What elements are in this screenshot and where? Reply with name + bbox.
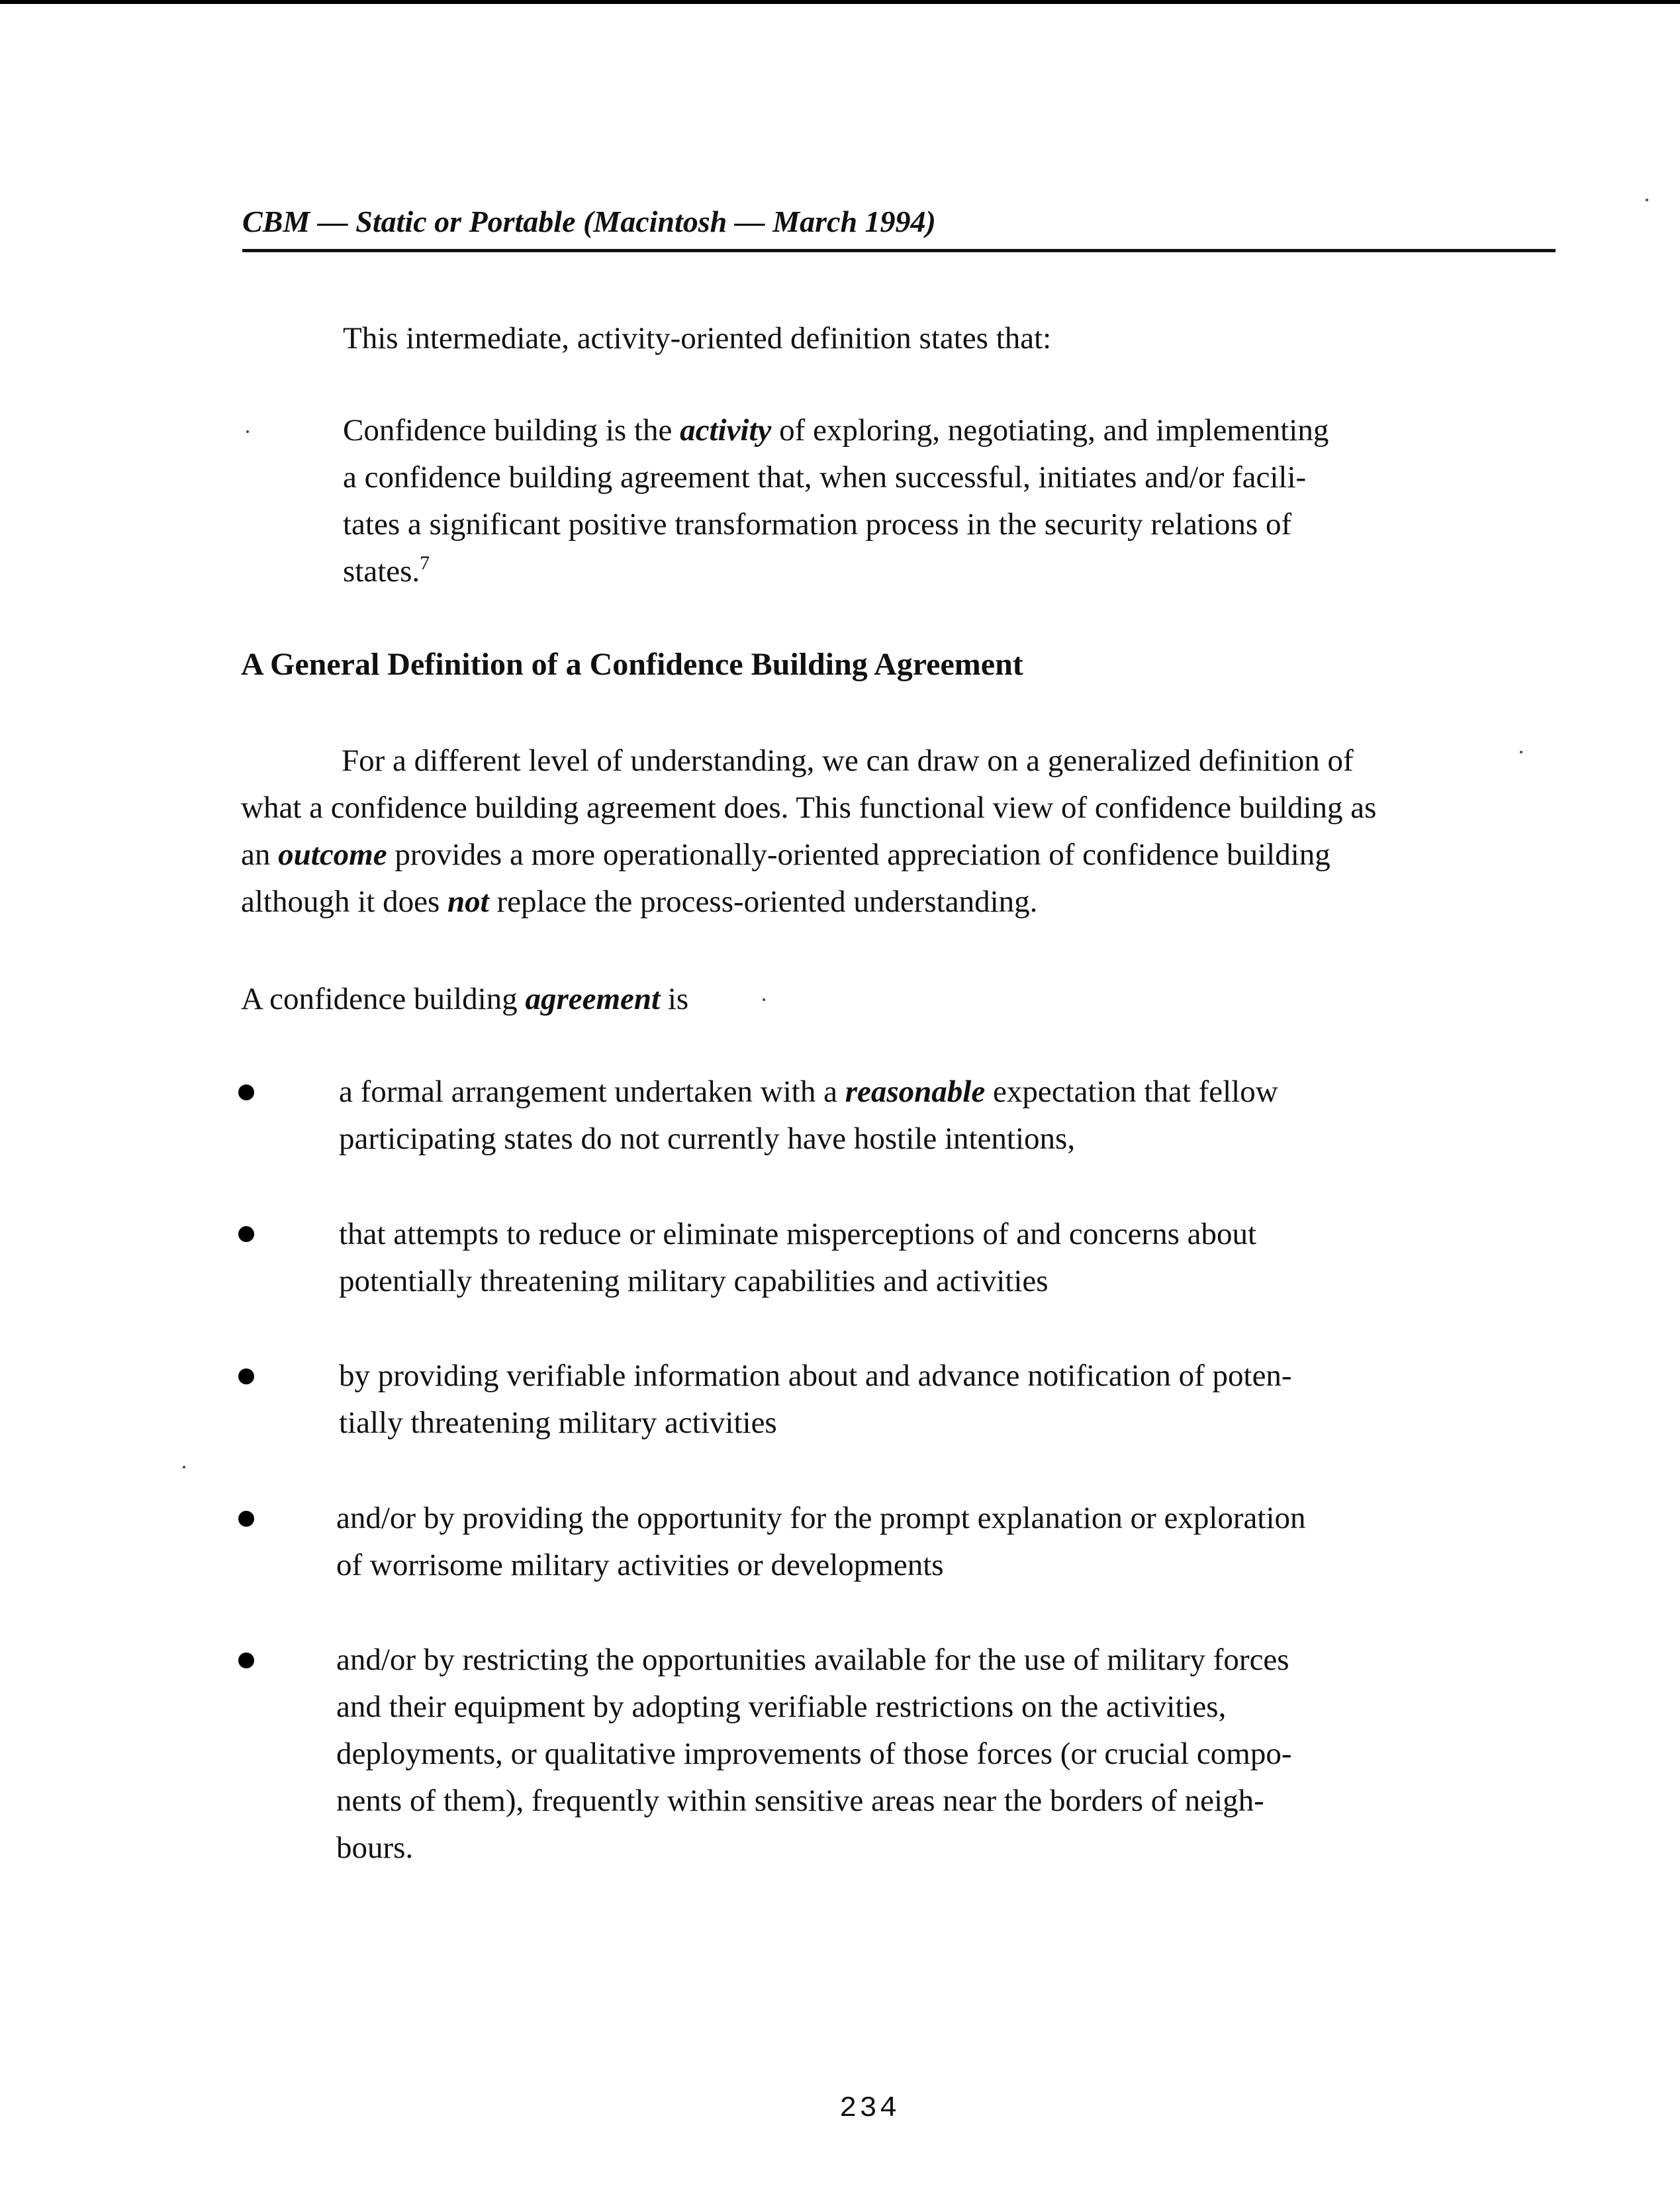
footnote-marker: 7	[420, 552, 430, 574]
scan-speck	[1520, 751, 1522, 753]
section-heading: A General Definition of a Confidence Building Agreement	[241, 647, 1023, 682]
bullet-item-4: and/or by providing the opportunity for the prompt explanation or exploration of worrisome military activities or developments	[336, 1501, 1306, 1582]
definition-line-3: tates a significant positive transformation process in the security relations of	[343, 507, 1292, 542]
scan-speck	[763, 998, 765, 1001]
scan-speck	[246, 430, 249, 433]
definition-line-1: Confidence building is the activity of exploring, negotiating, and implementing	[343, 413, 1329, 448]
bullet-dot	[238, 1511, 254, 1527]
section-paragraph	[241, 738, 1376, 926]
paragraph-line-2: what a confidence building agreement does. This functional view of confidence building as	[241, 791, 1377, 825]
running-header	[242, 199, 1556, 252]
bullet-item-2: that attempts to reduce or eliminate misperceptions of and concerns about potentially threatening military capabilities and activities	[339, 1217, 1257, 1298]
header-title: CBM — Static or Portable (Macintosh — March 1994)	[242, 205, 936, 238]
definition-block	[343, 407, 1329, 595]
intro-lead: This intermediate, activity-oriented definition states that:	[343, 321, 1052, 356]
bullet-item-3: by providing verifiable information about and advance notification of poten- tially threatening military activities	[339, 1359, 1292, 1440]
bullet-dot	[238, 1368, 254, 1384]
bullet-dot	[238, 1226, 254, 1242]
header-rule	[242, 249, 1556, 252]
paragraph-line-1: For a different level of understanding, we can draw on a generalized definition of	[342, 743, 1354, 778]
paragraph-line-3: an outcome provides a more operationally-oriented appreciation of confidence building	[241, 838, 1330, 872]
paragraph-line-4: although it does not replace the process-oriented understanding.	[241, 885, 1038, 919]
definition-line-4: states.$^7$	[343, 552, 430, 589]
definition-line-2: a confidence building agreement that, when successful, initiates and/or facili-	[343, 460, 1307, 495]
scan-top-edge	[0, 0, 1680, 4]
scan-speck	[183, 1466, 185, 1468]
page-number: 234	[839, 2092, 900, 2125]
scan-speck	[1646, 199, 1648, 201]
bullet-item-5: and/or by restricting the opportunities available for the use of military forces and their equipment by adopting verifiable restrictions on the activities, deployments, or qualitative improvements of those forces (or crucial compo- nents of them), frequently within sensitive areas near the borders of neigh- bours.	[336, 1643, 1292, 1865]
bullet-dot	[238, 1653, 254, 1668]
bullet-dot	[238, 1084, 254, 1100]
bullet-item-1: a formal arrangement undertaken with a reasonable expectation that fellow participating states do not currently have hostile intentions,	[339, 1075, 1278, 1156]
agreement-intro: A confidence building agreement is	[241, 982, 689, 1016]
